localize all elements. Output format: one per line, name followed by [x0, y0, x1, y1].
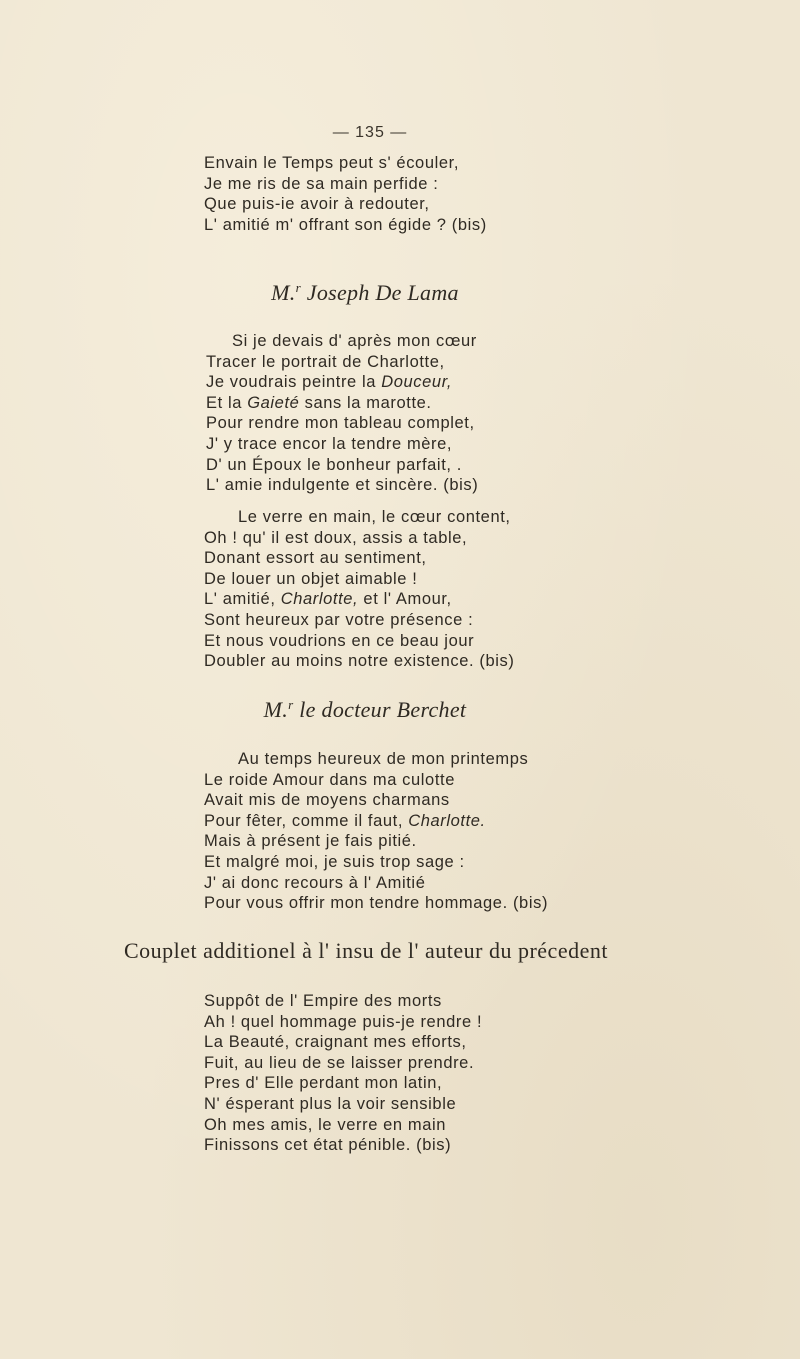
stanza-2 [206, 331, 478, 496]
heading-sup: r [288, 697, 294, 712]
verse-line: J' ai donc recours à l' Amitié [204, 873, 426, 892]
verse-line [204, 811, 548, 832]
stanza-4 [204, 749, 548, 914]
verse-line: Ah ! quel hommage puis-je rendre ! [204, 1012, 483, 1031]
stanza-3 [204, 507, 514, 672]
verse-line: Fuit, au lieu de se laisser prendre. [204, 1053, 475, 1072]
verse-line: Finissons cet état pénible. (bis) [204, 1136, 452, 1155]
verse-line [206, 372, 478, 393]
verse-line: Et nous voudrions en ce beau jour [204, 631, 475, 650]
speaker-heading-lama [0, 280, 730, 306]
verse-line [204, 589, 514, 610]
stanza-1 [204, 153, 487, 235]
verse-line: Mais à présent je fais pitié. [204, 832, 417, 851]
verse-line: Pour rendre mon tableau complet, [206, 414, 475, 433]
verse-line: Donant essort au sentiment, [204, 549, 427, 568]
heading-prefix: M. [263, 697, 289, 722]
verse-text: et l' Amour, [358, 590, 452, 609]
verse-line: D' un Époux le bonheur parfait, . [206, 455, 462, 474]
verse-line: Je me ris de sa main perfide : [204, 174, 439, 193]
verse-italic: Douceur, [381, 373, 453, 392]
heading-name: le docteur Berchet [299, 697, 467, 722]
verse-line: L' amie indulgente et sincère. (bis) [206, 476, 479, 495]
verse-line: Doubler au moins notre existence. (bis) [204, 652, 515, 671]
verse-text: Et la [206, 393, 248, 412]
page-number: — 135 — [332, 124, 408, 141]
stanza-5 [204, 991, 482, 1156]
verse-italic: Charlotte, [280, 590, 359, 609]
verse-line: Au temps heureux de mon printemps [238, 750, 529, 768]
verse-line: Avait mis de moyens charmans [204, 791, 450, 810]
verse-line: De louer un objet aimable ! [204, 569, 418, 588]
verse-line: N' ésperant plus la voir sensible [204, 1094, 457, 1113]
verse-italic: Gaieté [247, 393, 300, 412]
verse-text: Pour fêter, comme il faut, [204, 811, 409, 830]
speaker-heading-berchet [0, 697, 730, 723]
verse-line: J' y trace encor la tendre mère, [206, 434, 453, 453]
verse-text: L' amitié, [204, 590, 281, 609]
verse-line: Oh mes amis, le verre en main [204, 1115, 447, 1134]
verse-line: L' amitié m' offrant son égide ? (bis) [204, 215, 487, 234]
verse-line: Pres d' Elle perdant mon latin, [204, 1074, 443, 1093]
heading-prefix: M. [271, 280, 296, 305]
verse-line: Oh ! qu' il est doux, assis a table, [204, 528, 468, 547]
verse-line: Le verre en main, le cœur content, [238, 508, 511, 526]
verse-line: La Beauté, craignant mes efforts, [204, 1033, 467, 1052]
verse-text: Je voudrais peintre la [206, 373, 382, 392]
verse-line: Suppôt de l' Empire des morts [204, 992, 442, 1010]
verse-line: Et malgré moi, je suis trop sage : [204, 852, 465, 871]
verse-line: Si je devais d' après mon cœur [232, 332, 477, 350]
heading-sup: r [295, 280, 301, 295]
verse-line: Le roide Amour dans ma culotte [204, 770, 455, 789]
verse-line: Envain le Temps peut s' écouler, [204, 154, 460, 172]
verse-line: Tracer le portrait de Charlotte, [206, 352, 445, 371]
verse-italic: Charlotte. [408, 811, 486, 830]
verse-line: Sont heureux par votre présence : [204, 610, 474, 629]
verse-line: Pour vous offrir mon tendre hommage. (bis) [204, 894, 549, 913]
verse-line: Que puis-ie avoir à redouter, [204, 195, 430, 214]
verse-text: sans la marotte. [299, 393, 432, 412]
couplet-title: Couplet additionel à l' insu de l' auteur du précedent [124, 938, 608, 963]
heading-name: Joseph De Lama [306, 280, 459, 305]
verse-line [206, 393, 478, 414]
